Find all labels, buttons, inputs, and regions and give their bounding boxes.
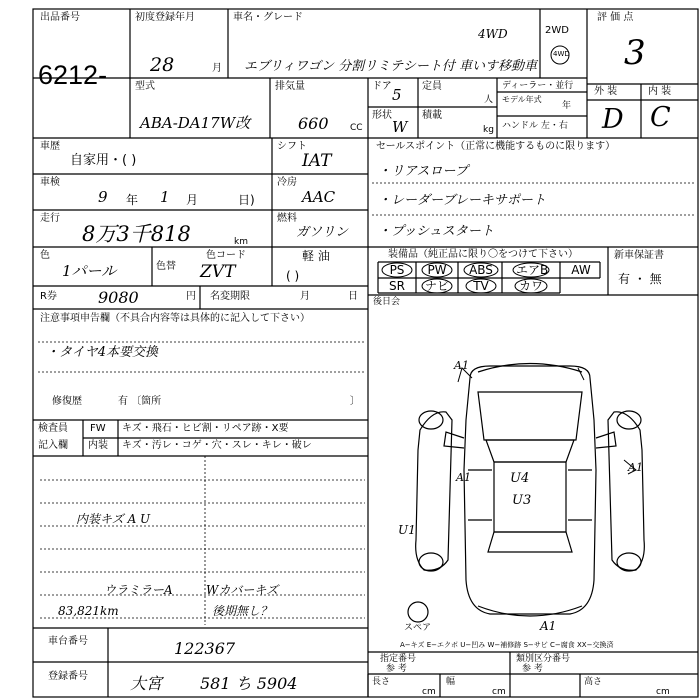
warranty: 有 ・ 無 [618, 272, 662, 286]
exterior-label: 外 装 [594, 86, 618, 97]
fuel: ガソリン [296, 225, 349, 240]
mileage: 8万3千818 [82, 222, 191, 246]
reg-pref: 大宮 [130, 674, 163, 693]
repair-label: 修復歴 [52, 396, 82, 407]
height-label: 高さ [584, 677, 603, 687]
color-change-label: 色替 [156, 261, 176, 272]
doors: 5 [392, 86, 402, 104]
drive-2wd-label: 2WD [545, 25, 569, 36]
notes-text: ・タイヤ4本要交換 [46, 345, 159, 360]
interior-label: 内 装 [648, 86, 672, 97]
width-unit: cm [492, 687, 506, 697]
equip-aw: AW [571, 263, 591, 277]
model-label: 型式 [135, 81, 155, 92]
inspector-label-2: 記入欄 [38, 440, 68, 451]
lot-no-label: 出品番号 [40, 12, 80, 23]
r-value: 9080 [98, 288, 139, 307]
name-change-month: 月 [300, 291, 310, 302]
handle-label: ハンドル 左・右 [502, 121, 568, 131]
shape: W [392, 118, 408, 136]
damage-mark: A1 [628, 461, 643, 474]
damage-legend: A−キズ E−エクボ U−凹み W−補修跡 S−サビ C−腐食 XX−交換済 [400, 641, 614, 649]
designated-sub: 参 考 [386, 664, 407, 674]
first-reg-label: 初度登録年月 [135, 12, 195, 23]
length-unit: cm [422, 687, 436, 697]
interior-inspect-label: 内装 [88, 440, 108, 451]
month-unit: 月 [212, 63, 222, 74]
color-code: ZVT [200, 262, 236, 282]
color-label: 色 [40, 250, 50, 261]
year-unit: 年 [562, 101, 572, 111]
cc-unit: CC [350, 123, 363, 133]
kg-unit: kg [483, 125, 494, 135]
sales-point-item: ・プッシュスタート [378, 224, 494, 239]
memo-line: Wカバーキズ [206, 583, 279, 597]
fw-text: キズ・飛石・ヒビ割・リペア跡・X要 [122, 423, 289, 434]
doors-label: ドア [372, 81, 392, 92]
repair-value: 有 〔箇所 [118, 396, 162, 407]
fuel-paren: ( ) [286, 269, 300, 283]
length-label: 長さ [372, 677, 391, 687]
displacement-label: 排気量 [275, 81, 305, 92]
shift-label: シフト [277, 141, 307, 152]
interior-grade: C [650, 102, 671, 133]
model-year-label: モデル年式 [502, 95, 542, 104]
model: ABA-DA17W改 [140, 114, 251, 132]
memo-line: 後期無し？ [212, 604, 273, 618]
equip-pw: PW [427, 263, 447, 277]
color: 1パール [62, 262, 117, 280]
memo-line: 83,821km [58, 604, 119, 618]
score-label: 評 価 点 [597, 12, 634, 23]
fuel-light: 軽 油 [302, 249, 330, 263]
designated-label: 指定番号 [380, 654, 417, 664]
yen-unit: 円 [186, 291, 196, 302]
width-label: 幅 [446, 677, 456, 687]
sales-point-item: ・リアスロープ [378, 164, 468, 179]
inspector-label: 検査員 [38, 423, 68, 434]
height-unit: cm [656, 687, 670, 697]
name-grade: エブリィワゴン 分割リミテシート付 車いす移動車 [244, 59, 537, 74]
repair-close: 〕 [350, 396, 360, 407]
memo-line: 内装キズ A U [76, 512, 151, 526]
exterior-grade: D [602, 104, 624, 135]
r-label: R券 [40, 291, 57, 302]
damage-mark: U4 [510, 471, 530, 486]
history-label: 車歴 [40, 141, 60, 152]
sales-point-item: ・レーダーブレーキサポート [378, 193, 546, 208]
month-char: 月 [186, 193, 199, 207]
damage-mark: U3 [512, 493, 532, 508]
equip-sr: SR [389, 279, 405, 293]
capacity-label: 定員 [422, 81, 442, 92]
warranty-label: 新車保証書 [614, 250, 664, 261]
category-sub: 参 考 [522, 664, 543, 674]
person-unit: 人 [484, 95, 494, 105]
fw-label: FW [90, 423, 106, 434]
equipment-label: 装備品（純正品に限り〇をつけて下さい） [388, 249, 578, 260]
name-change-label: 名変期限 [210, 291, 250, 302]
first-reg-year: 28 [150, 54, 175, 76]
fuel-label: 燃料 [277, 213, 297, 224]
spare-label: スペア [404, 623, 432, 633]
day-char: 日) [238, 193, 255, 207]
ac-label: 冷房 [277, 177, 297, 188]
inspection-year: 9 [98, 188, 108, 206]
load-label: 積載 [422, 110, 442, 121]
mileage-label: 走行 [40, 213, 60, 224]
damage-mark: A1 [454, 359, 469, 372]
equip-leather: カワ [518, 279, 543, 293]
name-grade-label: 車名・グレード [233, 12, 303, 23]
equip-navi: ナビ [424, 279, 449, 293]
color-code-label: 色コード [206, 250, 246, 261]
name-change-day: 日 [348, 291, 358, 302]
memo-line: ウラミラーA [104, 583, 173, 597]
category-label: 類別区分番号 [516, 654, 571, 664]
shift: IAT [302, 151, 332, 171]
equip-airbag: エアB [516, 263, 549, 277]
ac: AAC [302, 188, 336, 206]
reg-label: 登録番号 [48, 671, 88, 682]
chassis-label: 車台番号 [48, 636, 88, 647]
km-unit: km [234, 237, 248, 247]
drive-handwritten: 4WD [478, 27, 508, 41]
equip-tv: TV [473, 279, 489, 293]
reg-number: 581 ち 5904 [200, 674, 298, 693]
displacement: 660 [298, 114, 329, 133]
sales-points-label: セールスポイント（正常に機能するものに限ります） [376, 141, 616, 152]
inspection-month: 1 [160, 188, 170, 206]
notes-label: 注意事項申告欄（不具合内容等は具体的に記入して下さい） [40, 313, 310, 324]
damage-mark: U1 [398, 523, 416, 537]
interior-inspect-text: キズ・汚レ・コゲ・穴・スレ・キレ・破レ [122, 440, 312, 451]
equip-ps: PS [389, 263, 405, 277]
score: 3 [624, 33, 646, 73]
damage-mark: A1 [540, 619, 557, 633]
dealer-label: ディーラー・並行 [502, 81, 574, 91]
inspection-label: 車検 [40, 177, 60, 188]
drive-4wd-label: 4WD [553, 50, 570, 58]
shape-label: 形状 [372, 110, 392, 121]
history: 自家用・( ) [70, 153, 137, 168]
equip-abs: ABS [469, 263, 493, 277]
damage-mark: A1 [456, 471, 471, 484]
chassis-number: 122367 [174, 639, 236, 658]
year-char: 年 [126, 193, 139, 207]
rear-seat-label: 後日会 [373, 297, 401, 307]
lot-no: 6212- [38, 60, 108, 90]
